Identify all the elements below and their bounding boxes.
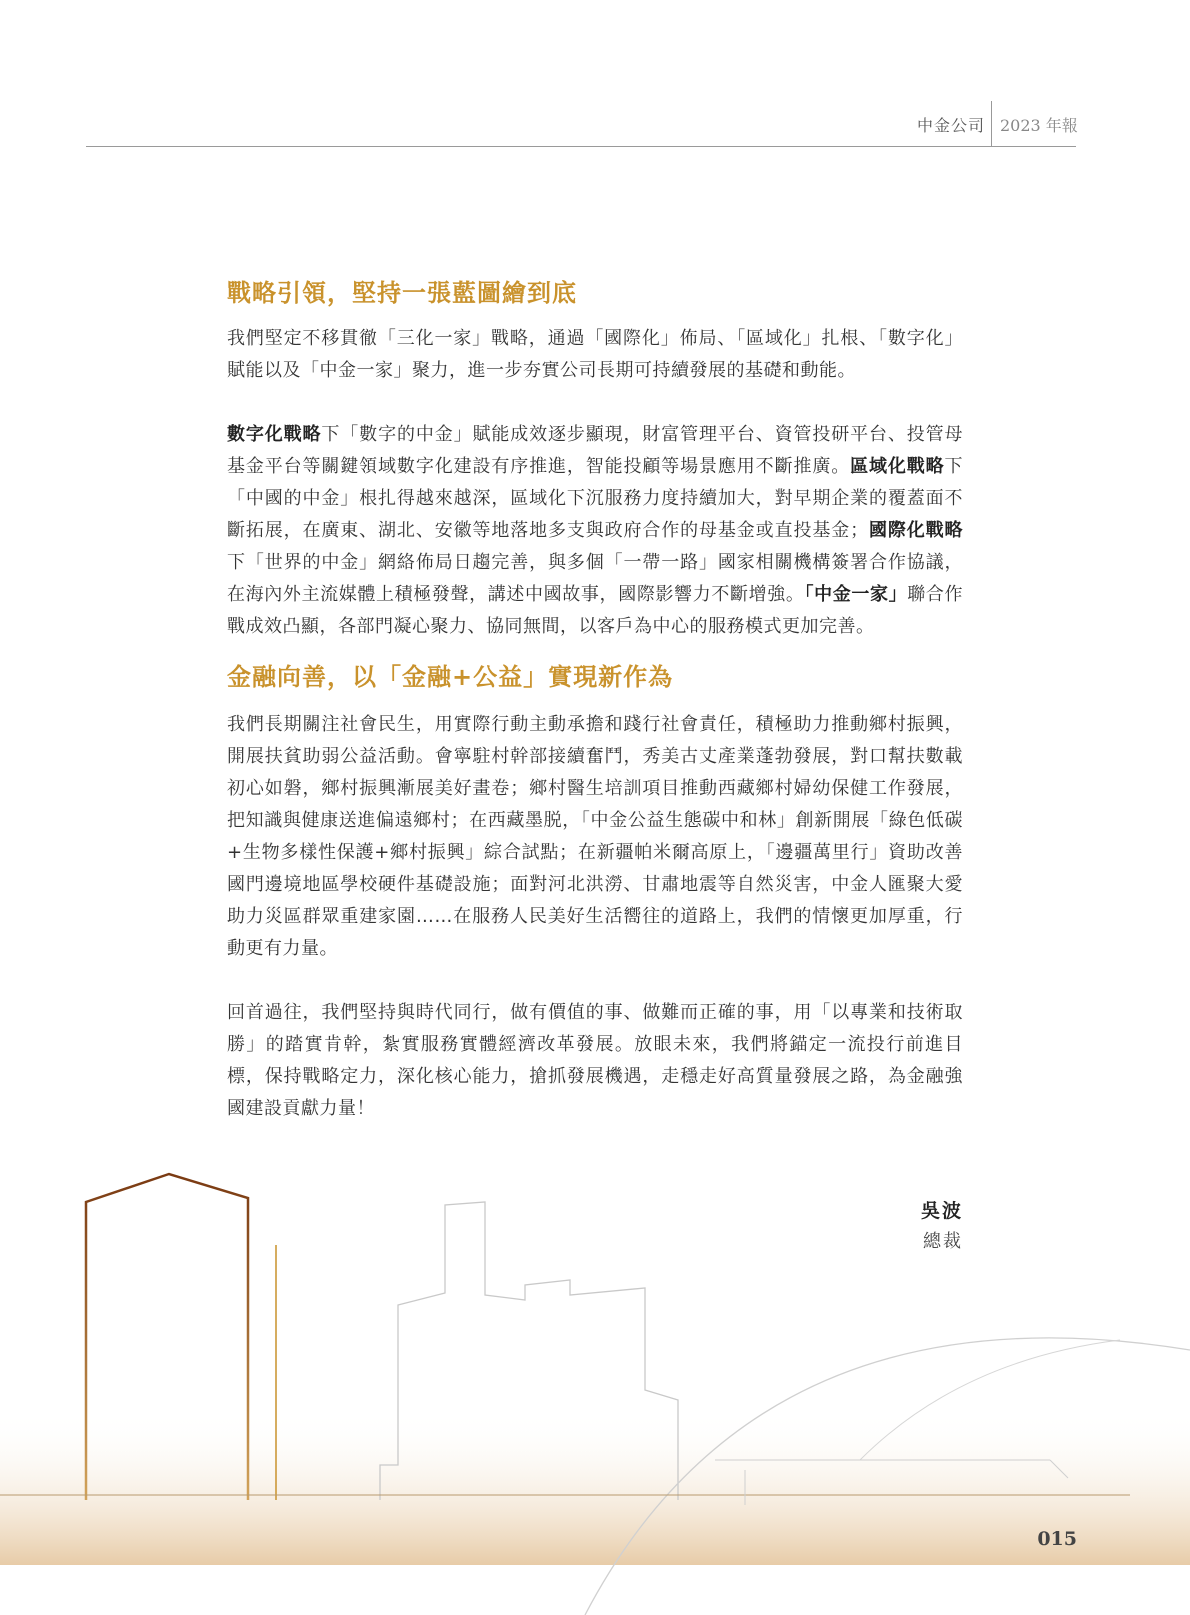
header-rule	[86, 146, 1076, 147]
section-finance-paragraph-2	[227, 997, 963, 1125]
header-divider	[991, 101, 992, 146]
header-company-name: 中金公司	[916, 116, 985, 135]
bold-term: 國際化戰略	[868, 520, 964, 541]
page-number: 015	[1037, 1528, 1077, 1550]
cityscape-background	[0, 1160, 1190, 1615]
signatory-title: 總裁	[923, 1231, 963, 1252]
text-run: 我們堅定不移貫徹「三化一家」戰略，通過「國際化」佈局、「區域化」扎根、「數字化」賦能以及「中金一家」聚力，進一步夯實公司長期可持續發展的基礎和動能。	[227, 328, 963, 381]
header-report-year: 2023 年報	[1000, 116, 1078, 135]
bottom-gradient-band	[0, 1410, 1190, 1565]
bold-term: 「中金一家」	[804, 584, 908, 605]
section-strategy-paragraph-1	[227, 323, 963, 387]
text-run: 下「中國的中金」根扎得越來越深，區域化下沉服務力度持續加大，對早期企業的覆蓋面不斷拓展，在廣東、湖北、安徽等地落地多支與政府合作的母基金或直投基金；	[227, 456, 964, 541]
text-run: 聯合作戰成效凸顯，各部門凝心聚力、協同無間，以客戶為中心的服務模式更加完善。	[227, 584, 964, 637]
bold-term: 區域化戰略	[850, 456, 945, 477]
bold-term: 數字化戰略	[227, 424, 322, 445]
text-run: 下「世界的中金」網絡佈局日趨完善，與多個「一帶一路」國家相關機構簽署合作協議，在海內外主流媒體上積極發聲，講述中國故事，國際影響力不斷增強。	[227, 552, 963, 605]
section-finance-paragraph-1	[227, 709, 963, 965]
section-strategy-paragraph-2	[227, 419, 963, 643]
letter-body	[227, 275, 963, 1125]
signature-block	[921, 1196, 963, 1258]
section-heading-strategy: 戰略引領，堅持一張藍圖繪到底	[227, 279, 577, 307]
signatory-name: 吳波	[920, 1200, 963, 1222]
text-run: 下「數字的中金」賦能成效逐步顯現，財富管理平台、資管投研平台、投管母基金平台等關鍵領域數字化建設有序推進，智能投顧等場景應用不斷推廣。	[227, 424, 964, 477]
page-header	[0, 0, 1190, 150]
text-run: 回首過往，我們堅持與時代同行，做有價值的事、做難而正確的事，用「以專業和技術取勝」的踏實肯幹，紮實服務實體經濟改革發展。放眼未來，我們將錨定一流投行前進目標，保持戰略定力，深化核心能力，搶抓發展機遇，走穩走好高質量發展之路，為金融強國建設貢獻力量！	[227, 1002, 963, 1119]
section-heading-finance-for-good: 金融向善，以「金融+公益」實現新作為	[227, 663, 674, 691]
text-run: 我們長期關注社會民生，用實際行動主動承擔和踐行社會責任，積極助力推動鄉村振興，開展扶貧助弱公益活動。會寧駐村幹部接續奮鬥，秀美古丈產業蓬勃發展，對口幫扶數載初心如磐，鄉村振興漸展美好畫卷；鄉村醫生培訓項目推動西藏鄉村婦幼保健工作發展，把知識與健康送進偏遠鄉村；在西藏墨脱，「中金公益生態碳中和林」創新開展「綠色低碳+生物多樣性保護+鄉村振興」綜合試點；在新疆帕米爾高原上，「邊疆萬里行」資助改善國門邊境地區學校硬件基礎設施；面對河北洪澇、甘肅地震等自然災害，中金人匯聚大愛助力災區群眾重建家園……在服務人民美好生活嚮往的道路上，我們的情懷更加厚重，行動更有力量。	[227, 714, 963, 959]
